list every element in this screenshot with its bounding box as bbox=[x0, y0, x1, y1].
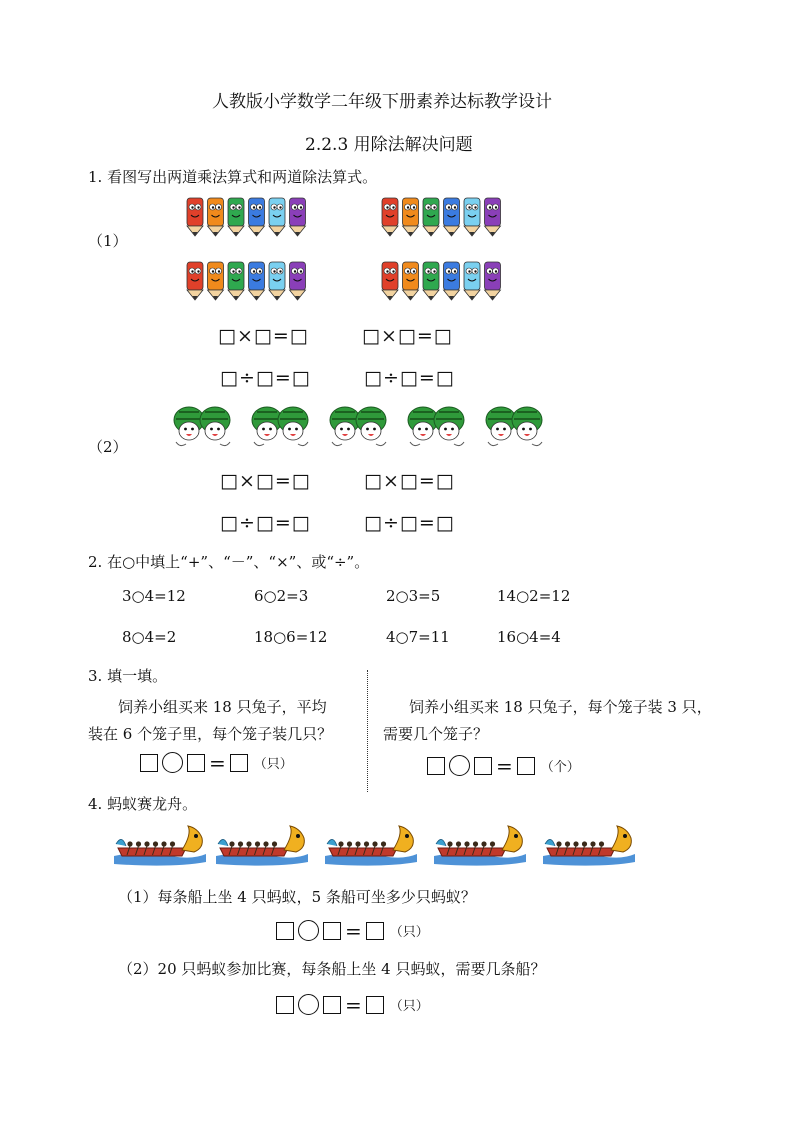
answer-box[interactable] bbox=[517, 757, 535, 775]
pencil-icon bbox=[444, 198, 460, 236]
equals-sign: = bbox=[209, 750, 226, 775]
pencil-group-illustration bbox=[185, 258, 315, 302]
answer-box[interactable] bbox=[323, 996, 341, 1014]
answer-box[interactable] bbox=[187, 754, 205, 772]
dragon-boat-illustration bbox=[541, 822, 637, 870]
q2-item[interactable]: 6○2=3 bbox=[254, 587, 309, 605]
q1-div-expr-3[interactable]: □÷□=□ bbox=[220, 512, 311, 534]
melon-pair-illustration bbox=[484, 404, 546, 448]
pencil-icon bbox=[269, 198, 285, 236]
answer-box[interactable] bbox=[323, 922, 341, 940]
melon-pair-illustration bbox=[328, 404, 390, 448]
answer-box[interactable] bbox=[427, 757, 445, 775]
q1-div-expr-1[interactable]: □÷□=□ bbox=[220, 367, 311, 389]
q1-mult-expr-2[interactable]: □×□=□ bbox=[362, 325, 453, 347]
melon-icon bbox=[252, 407, 282, 440]
pencil-icon bbox=[290, 262, 306, 300]
pencil-icon bbox=[187, 262, 203, 300]
melon-icon bbox=[356, 407, 386, 440]
q2-item[interactable]: 3○4=12 bbox=[122, 587, 186, 605]
operator-circle[interactable] bbox=[449, 755, 470, 776]
q4-sub2-answer bbox=[276, 994, 429, 1015]
pencil-group-illustration bbox=[185, 194, 315, 238]
q4-sub1-answer bbox=[276, 920, 429, 941]
q3-right-answer bbox=[427, 755, 580, 776]
q4-prompt: 4. 蚂蚁赛龙舟。 bbox=[88, 795, 198, 813]
dragon-boat-icon bbox=[543, 826, 635, 866]
melon-pair-illustration bbox=[172, 404, 234, 448]
pencil-icon bbox=[485, 262, 501, 300]
q1-mult-expr-3[interactable]: □×□=□ bbox=[220, 470, 311, 492]
q1-mult-expr-1[interactable]: □×□=□ bbox=[218, 325, 309, 347]
melon-pair-illustration bbox=[406, 404, 468, 448]
pencil-icon bbox=[403, 198, 419, 236]
answer-box[interactable] bbox=[276, 996, 294, 1014]
melon-icon bbox=[486, 407, 516, 440]
answer-box[interactable] bbox=[474, 757, 492, 775]
q1-prompt: 1. 看图写出两道乘法算式和两道除法算式。 bbox=[88, 168, 378, 186]
pencil-group-illustration bbox=[380, 258, 510, 302]
q4-sub1: （1）每条船上坐 4 只蚂蚁，5 条船可坐多少只蚂蚁？ bbox=[118, 888, 476, 906]
melon-icon bbox=[434, 407, 464, 440]
q1-div-expr-4[interactable]: □÷□=□ bbox=[364, 512, 455, 534]
equals-sign: = bbox=[345, 992, 362, 1017]
pencil-group-illustration bbox=[380, 194, 510, 238]
q1-div-expr-2[interactable]: □÷□=□ bbox=[364, 367, 455, 389]
q2-item[interactable]: 4○7=11 bbox=[386, 628, 450, 646]
page-subtitle: 2.2.3 用除法解决问题 bbox=[305, 135, 473, 155]
q3-left-line2: 装在 6 个笼子里，每个笼子装几只？ bbox=[88, 725, 333, 743]
q2-item[interactable]: 2○3=5 bbox=[386, 587, 441, 605]
pencil-icon bbox=[464, 262, 480, 300]
pencil-icon bbox=[403, 262, 419, 300]
pencil-icon bbox=[269, 262, 285, 300]
dragon-boat-illustration bbox=[323, 822, 419, 870]
answer-box[interactable] bbox=[230, 754, 248, 772]
melon-icon bbox=[330, 407, 360, 440]
q1-mult-expr-4[interactable]: □×□=□ bbox=[364, 470, 455, 492]
pencil-icon bbox=[423, 262, 439, 300]
melon-icon bbox=[200, 407, 230, 440]
dragon-boat-icon bbox=[325, 826, 417, 866]
pencil-icon bbox=[228, 198, 244, 236]
melon-icon bbox=[408, 407, 438, 440]
pencil-icon bbox=[208, 198, 224, 236]
answer-box[interactable] bbox=[366, 996, 384, 1014]
q1-part1-label: （1） bbox=[88, 232, 128, 250]
dragon-boat-icon bbox=[216, 826, 308, 866]
column-divider bbox=[367, 670, 368, 792]
q2-item[interactable]: 18○6=12 bbox=[254, 628, 328, 646]
unit-label: （只） bbox=[253, 757, 293, 772]
q2-item[interactable]: 16○4=4 bbox=[497, 628, 561, 646]
answer-box[interactable] bbox=[276, 922, 294, 940]
dragon-boat-illustration bbox=[432, 822, 528, 870]
melon-icon bbox=[278, 407, 308, 440]
q3-right-line1: 饲养小组买来 18 只兔子，每个笼子装 3 只， bbox=[409, 698, 712, 716]
unit-label: （只） bbox=[389, 999, 429, 1014]
q2-prompt: 2. 在○中填上“+”、“－”、“×”、或“÷”。 bbox=[88, 553, 370, 571]
q3-left-answer bbox=[140, 752, 293, 773]
q2-item[interactable]: 8○4=2 bbox=[122, 628, 177, 646]
melon-icon bbox=[174, 407, 204, 440]
pencil-icon bbox=[208, 262, 224, 300]
pencil-icon bbox=[187, 198, 203, 236]
pencil-icon bbox=[249, 262, 265, 300]
pencil-icon bbox=[249, 198, 265, 236]
melon-pair-illustration bbox=[250, 404, 312, 448]
pencil-icon bbox=[423, 198, 439, 236]
pencil-icon bbox=[444, 262, 460, 300]
page-title: 人教版小学数学二年级下册素养达标教学设计 bbox=[212, 92, 552, 112]
q1-part2-label: （2） bbox=[88, 438, 128, 456]
equals-sign: = bbox=[345, 918, 362, 943]
q2-item[interactable]: 14○2=12 bbox=[497, 587, 571, 605]
q3-left-line1: 饲养小组买来 18 只兔子，平均 bbox=[118, 698, 327, 716]
operator-circle[interactable] bbox=[298, 920, 319, 941]
unit-label: （个） bbox=[540, 760, 580, 775]
dragon-boat-icon bbox=[434, 826, 526, 866]
equals-sign: = bbox=[496, 753, 513, 778]
operator-circle[interactable] bbox=[298, 994, 319, 1015]
q3-right-line2: 需要几个笼子？ bbox=[383, 725, 489, 743]
answer-box[interactable] bbox=[140, 754, 158, 772]
operator-circle[interactable] bbox=[162, 752, 183, 773]
dragon-boat-illustration bbox=[112, 822, 208, 870]
melon-icon bbox=[512, 407, 542, 440]
pencil-icon bbox=[382, 198, 398, 236]
pencil-icon bbox=[382, 262, 398, 300]
q4-sub2: （2）20 只蚂蚁参加比赛，每条船上坐 4 只蚂蚁，需要几条船？ bbox=[118, 960, 546, 978]
pencil-icon bbox=[228, 262, 244, 300]
pencil-icon bbox=[464, 198, 480, 236]
pencil-icon bbox=[290, 198, 306, 236]
unit-label: （只） bbox=[389, 925, 429, 940]
dragon-boat-illustration bbox=[214, 822, 310, 870]
pencil-icon bbox=[485, 198, 501, 236]
dragon-boat-icon bbox=[114, 826, 206, 866]
q3-prompt: 3. 填一填。 bbox=[88, 667, 168, 685]
answer-box[interactable] bbox=[366, 922, 384, 940]
